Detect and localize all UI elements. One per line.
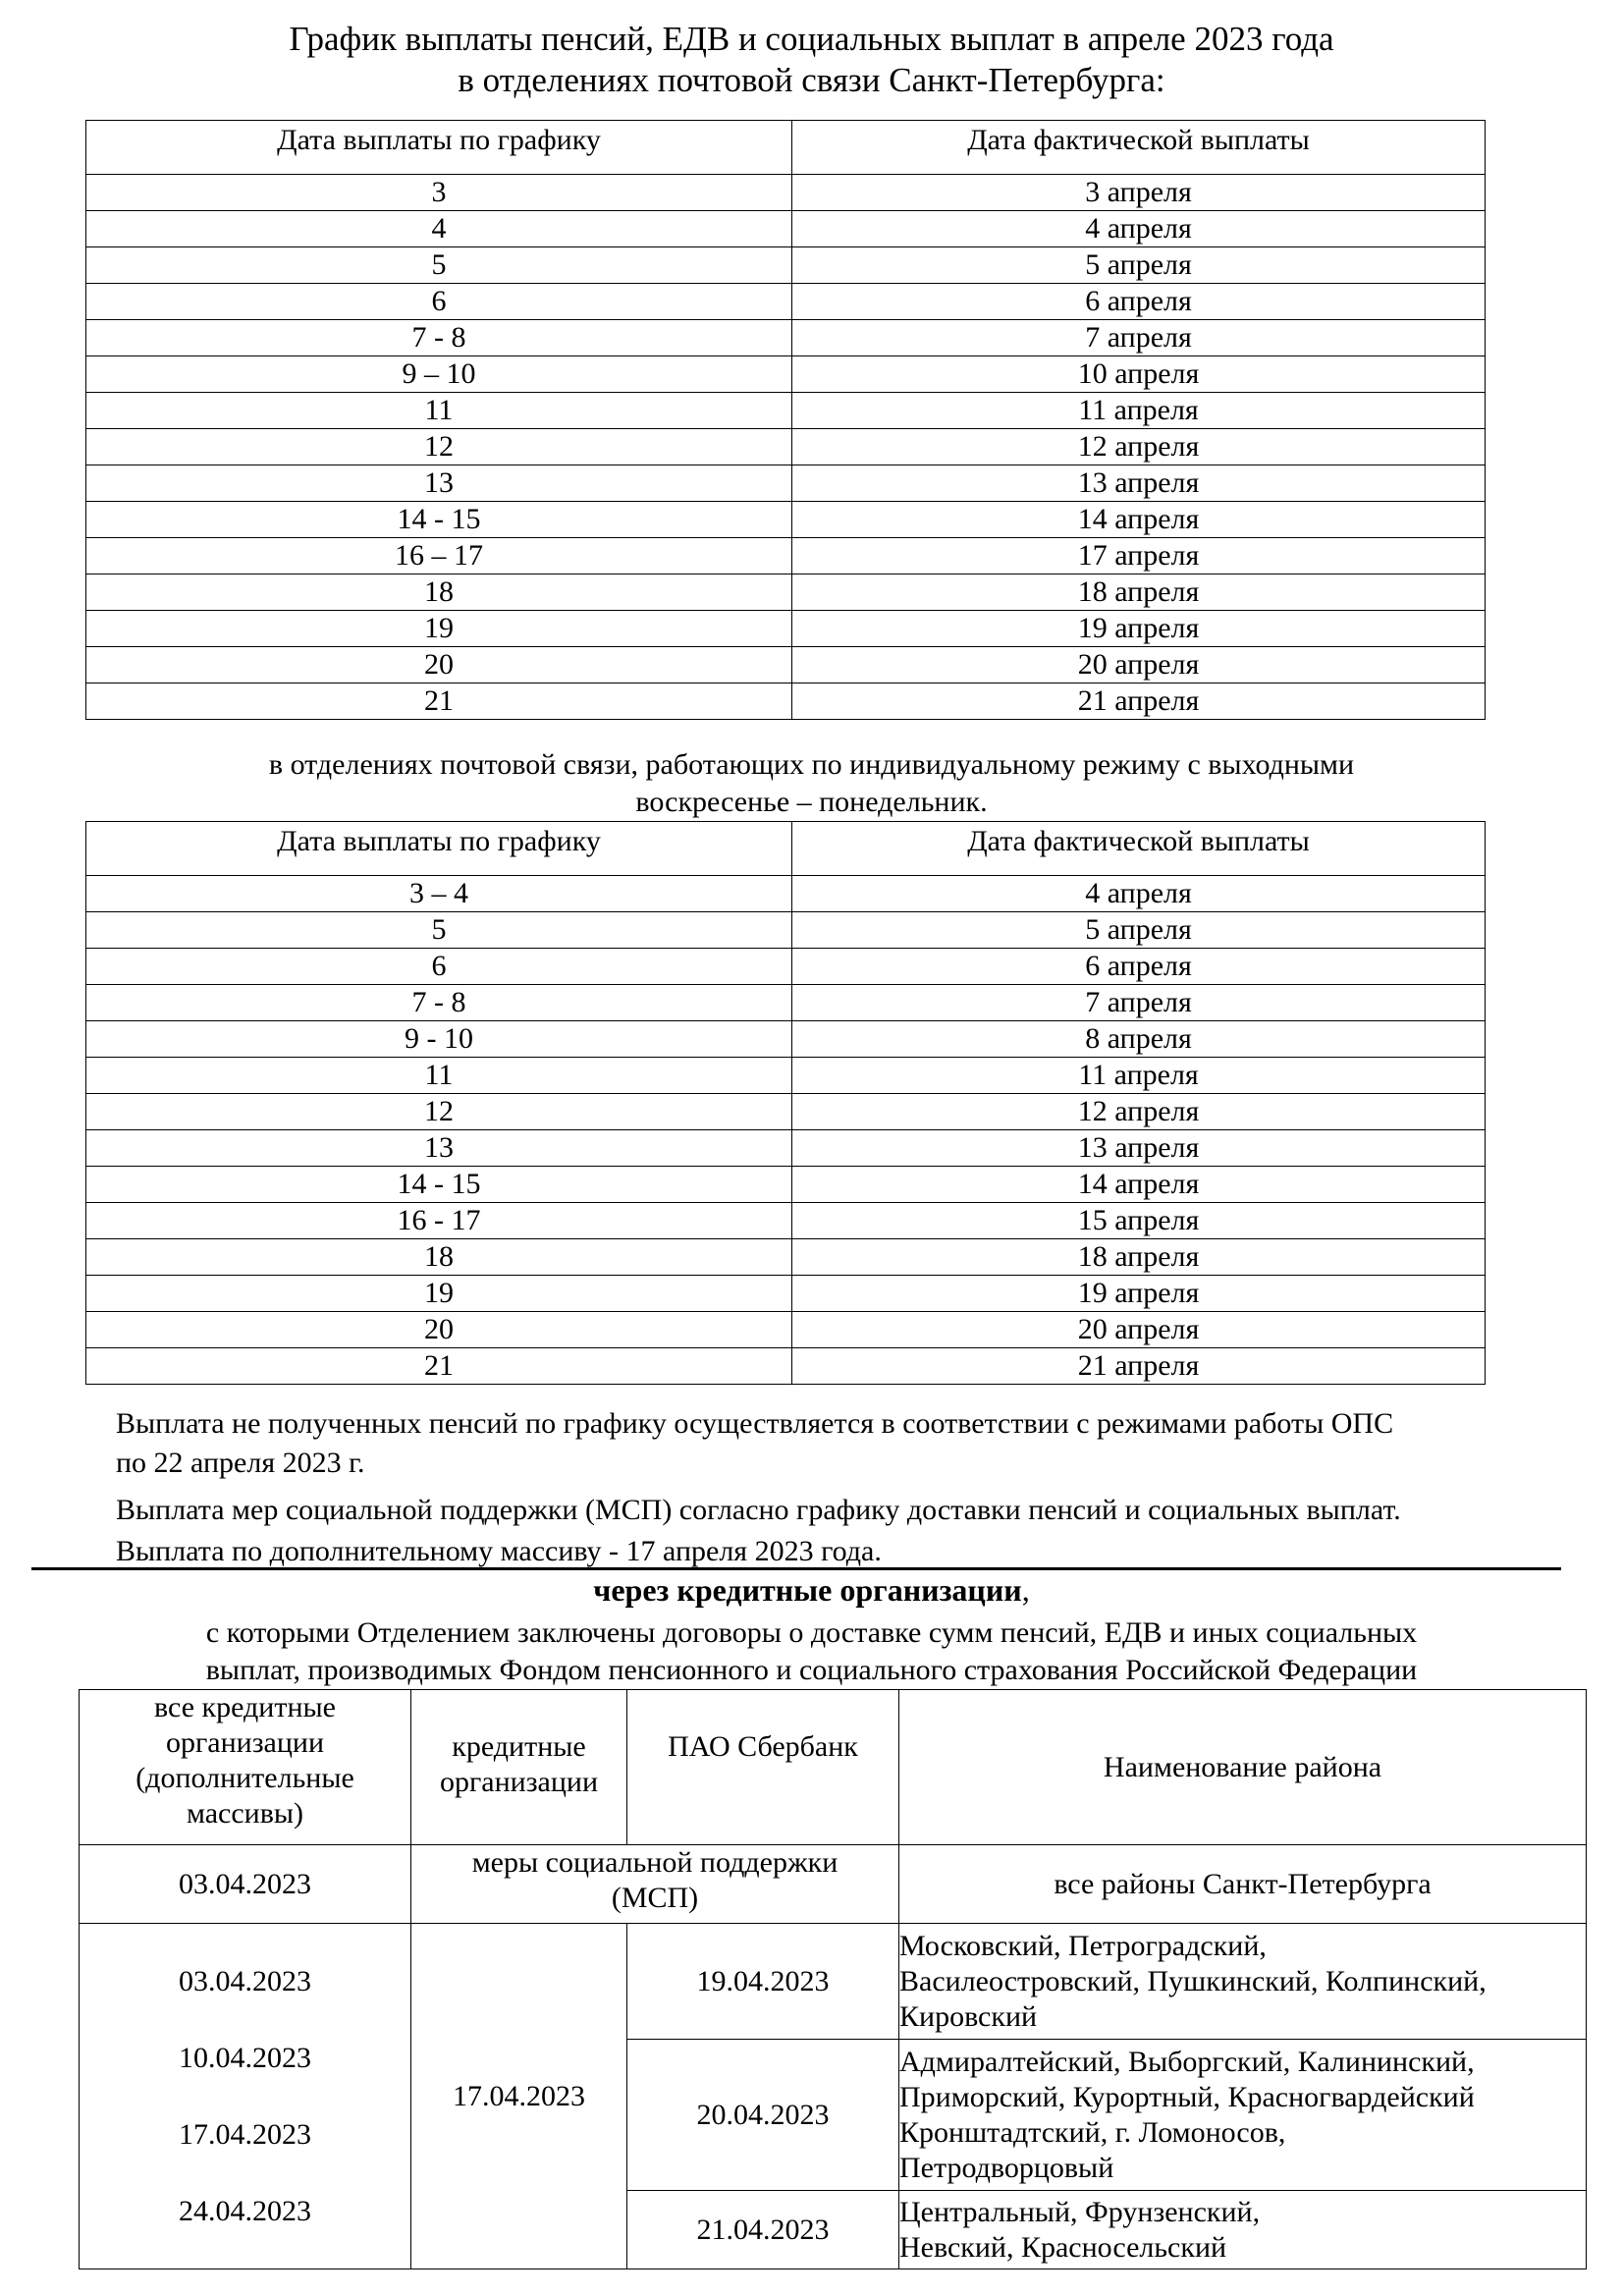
actual-date-cell: 5 апреля [792,912,1486,949]
scheduled-date-cell: 21 [86,1348,792,1385]
table-row [86,574,1486,611]
district-list-1 [899,1924,1587,2040]
district-line: Василеостровский, Пушкинский, Колпинский, [899,1964,1487,1997]
actual-date-cell: 17 апреля [792,538,1486,574]
scheduled-date-cell: 14 - 15 [86,1167,792,1203]
date-value: 03.04.2023 [179,1964,311,1997]
actual-date-cell: 21 апреля [792,683,1486,720]
table-row [86,683,1486,720]
table-row [86,502,1486,538]
schedule-table-regular [85,120,1486,720]
actual-date-cell: 14 апреля [792,502,1486,538]
actual-date-cell: 4 апреля [792,211,1486,247]
header-line: кредитные [452,1730,586,1763]
header-line: (дополнительные [135,1762,354,1794]
district-line: Кронштадтский, г. Ломоносов, [899,2115,1286,2149]
actual-date-cell: 12 апреля [792,1094,1486,1130]
date-value: 17.04.2023 [179,2117,311,2151]
table-row [86,647,1486,683]
header-line: организации [439,1766,599,1798]
sber-date-2: 20.04.2023 [627,2040,899,2191]
table-row [86,1058,1486,1094]
scheduled-date-cell: 9 – 10 [86,356,792,393]
actual-date-cell: 6 апреля [792,949,1486,985]
scheduled-date-cell: 20 [86,1312,792,1348]
table-row [86,1094,1486,1130]
table-row [86,985,1486,1021]
table-row [86,175,1486,211]
msp-label [411,1845,899,1924]
table-row [86,876,1486,912]
msp-districts: все районы Санкт-Петербурга [899,1845,1587,1924]
actual-date-cell: 10 апреля [792,356,1486,393]
actual-date-cell: 4 апреля [792,876,1486,912]
table-row [86,538,1486,574]
subtitle-line1: в отделениях почтовой связи, работающих по индивидуальному режиму с выходными [268,748,1355,781]
actual-date-cell: 13 апреля [792,465,1486,502]
header-actual-date: Дата фактической выплаты [792,121,1486,175]
actual-date-cell: 18 апреля [792,574,1486,611]
actual-date-cell: 7 апреля [792,320,1486,356]
scheduled-date-cell: 4 [86,211,792,247]
msp-label-line: меры социальной поддержки [471,1846,839,1879]
district-line: Приморский, Курортный, Красногвардейский [899,2080,1475,2113]
credit-table-header-row [80,1690,1587,1845]
divider-line [31,1567,1561,1570]
note-additional: Выплата по дополнительному массиву - 17 апреля 2023 года. [116,1535,882,1567]
schedule-table-individual [85,821,1486,1385]
msp-row [80,1845,1587,1924]
actual-date-cell: 19 апреля [792,611,1486,647]
date-value: 10.04.2023 [179,2041,311,2074]
district-line: Московский, Петроградский, [899,1929,1267,1962]
credit-heading [0,1571,1623,1609]
actual-date-cell: 14 апреля [792,1167,1486,1203]
scheduled-date-cell: 20 [86,647,792,683]
district-line: Центральный, Фрунзенский, [899,2195,1261,2228]
scheduled-date-cell: 3 – 4 [86,876,792,912]
district-line: Адмиралтейский, Выборгский, Калининский, [899,2045,1475,2078]
all-orgs-dates [80,1924,411,2269]
actual-date-cell: 13 апреля [792,1130,1486,1167]
actual-date-cell: 8 апреля [792,1021,1486,1058]
scheduled-date-cell: 18 [86,574,792,611]
scheduled-date-cell: 9 - 10 [86,1021,792,1058]
actual-date-cell: 11 апреля [792,393,1486,429]
header-district: Наименование района [899,1690,1587,1845]
header-all-credit-orgs [80,1690,411,1845]
table-row [86,320,1486,356]
table-row [86,211,1486,247]
note-unpaid-line2: по 22 апреля 2023 г. [116,1447,365,1479]
scheduled-date-cell: 11 [86,393,792,429]
scheduled-date-cell: 14 - 15 [86,502,792,538]
scheduled-date-cell: 12 [86,1094,792,1130]
district-line: Кировский [899,1999,1038,2033]
district-list-3 [899,2191,1587,2269]
scheduled-date-cell: 13 [86,1130,792,1167]
scheduled-date-cell: 16 - 17 [86,1203,792,1239]
table-row [86,393,1486,429]
table-row [86,1348,1486,1385]
header-line: организации [165,1726,325,1759]
date-value: 24.04.2023 [179,2194,311,2227]
scheduled-date-cell: 7 - 8 [86,320,792,356]
table-header-row [86,121,1486,175]
district-line: Невский, Красносельский [899,2230,1227,2264]
note-msp: Выплата мер социальной поддержки (МСП) согласно графику доставки пенсий и социальных выплат. [116,1494,1401,1526]
actual-date-cell: 20 апреля [792,1312,1486,1348]
table-row [86,949,1486,985]
table-row [86,1130,1486,1167]
header-scheduled-date: Дата выплаты по графику [86,822,792,876]
actual-date-cell: 21 апреля [792,1348,1486,1385]
actual-date-cell: 7 апреля [792,985,1486,1021]
table-header-row [86,822,1486,876]
scheduled-date-cell: 19 [86,611,792,647]
scheduled-date-cell: 6 [86,284,792,320]
header-scheduled-date: Дата выплаты по графику [86,121,792,175]
subtitle-line2: воскресенье – понедельник. [635,786,988,818]
table-row [86,465,1486,502]
scheduled-date-cell: 19 [86,1276,792,1312]
scheduled-date-cell: 16 – 17 [86,538,792,574]
scheduled-date-cell: 21 [86,683,792,720]
district-line: Петродворцовый [899,2151,1114,2184]
scheduled-date-cell: 5 [86,912,792,949]
page-title-line1: График выплаты пенсий, ЕДВ и социальных выплат в апреле 2023 года [289,20,1334,58]
header-credit-orgs [411,1690,627,1845]
actual-date-cell: 18 апреля [792,1239,1486,1276]
table-row [86,912,1486,949]
credit-orgs-date: 17.04.2023 [411,1924,627,2269]
page-title-line2: в отделениях почтовой связи Санкт-Петербурга: [458,61,1165,99]
table-row [86,611,1486,647]
header-actual-date: Дата фактической выплаты [792,822,1486,876]
header-sberbank: ПАО Сбербанк [627,1690,899,1845]
msp-label-line: (МСП) [611,1882,699,1914]
table-row [86,1312,1486,1348]
table-row [86,1167,1486,1203]
table-row [86,1203,1486,1239]
credit-org-table [79,1689,1587,2269]
actual-date-cell: 12 апреля [792,429,1486,465]
scheduled-date-cell: 5 [86,247,792,284]
scheduled-date-cell: 7 - 8 [86,985,792,1021]
scheduled-date-cell: 12 [86,429,792,465]
actual-date-cell: 20 апреля [792,647,1486,683]
actual-date-cell: 6 апреля [792,284,1486,320]
scheduled-date-cell: 13 [86,465,792,502]
credit-heading-comma: , [1021,1572,1030,1608]
actual-date-cell: 15 апреля [792,1203,1486,1239]
credit-desc-line2: выплат, производимых Фондом пенсионного и социального страхования Российской Федерации [205,1654,1418,1686]
scheduled-date-cell: 11 [86,1058,792,1094]
note-unpaid-line1: Выплата не полученных пенсий по графику осуществляется в соответствии с режимами работы ОПС [116,1407,1394,1440]
header-line: все кредитные [154,1691,336,1723]
actual-date-cell: 5 апреля [792,247,1486,284]
header-line: массивы) [186,1797,304,1830]
credit-desc-line1: с которыми Отделением заключены договоры о доставке сумм пенсий, ЕДВ и иных социальных [205,1616,1418,1649]
table-row [86,356,1486,393]
actual-date-cell: 11 апреля [792,1058,1486,1094]
actual-date-cell: 3 апреля [792,175,1486,211]
msp-date: 03.04.2023 [80,1845,411,1924]
table-row [86,1239,1486,1276]
district-row-1 [80,1924,1587,2040]
table-row [86,247,1486,284]
scheduled-date-cell: 6 [86,949,792,985]
credit-heading-bold: через кредитные организации [593,1572,1022,1608]
actual-date-cell: 19 апреля [792,1276,1486,1312]
table-row [86,284,1486,320]
table-row [86,429,1486,465]
district-list-2 [899,2040,1587,2191]
table-row [86,1276,1486,1312]
table-row [86,1021,1486,1058]
sber-date-3: 21.04.2023 [627,2191,899,2269]
sber-date-1: 19.04.2023 [627,1924,899,2040]
scheduled-date-cell: 18 [86,1239,792,1276]
scheduled-date-cell: 3 [86,175,792,211]
